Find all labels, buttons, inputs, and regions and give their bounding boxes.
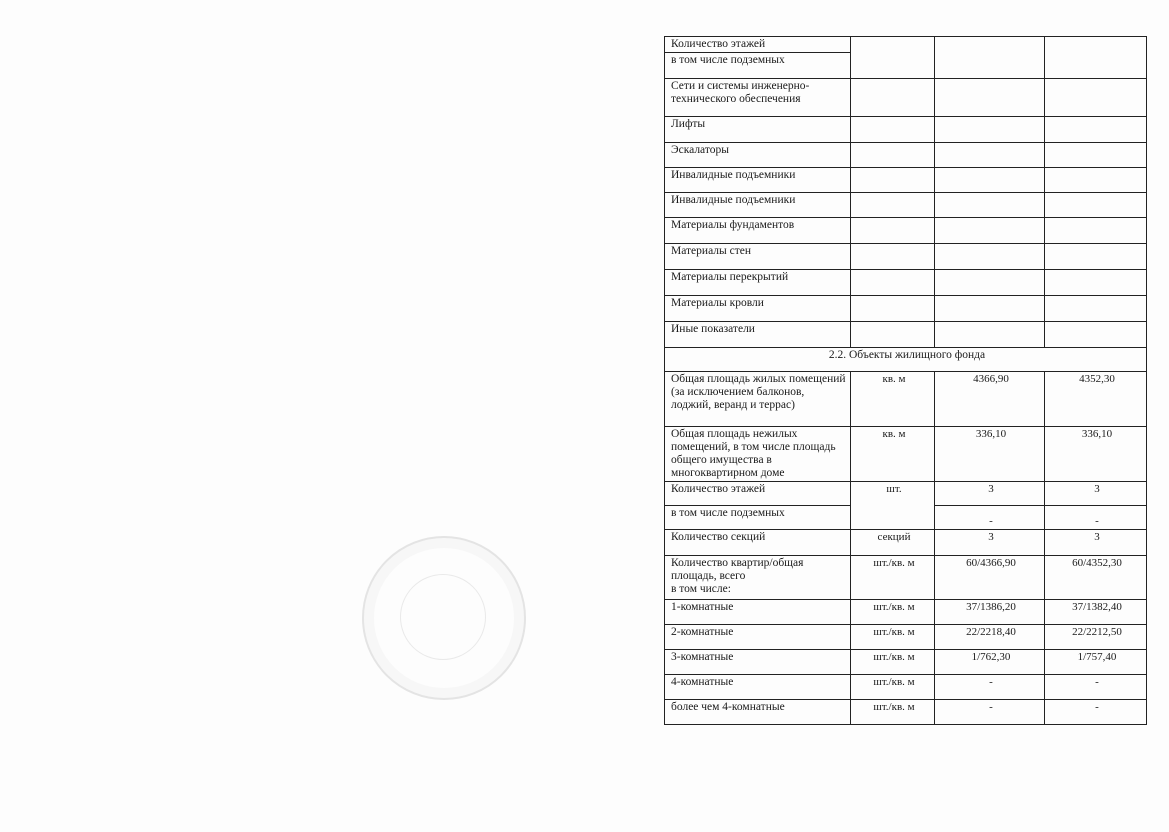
row-label-sections: Количество секций: [665, 530, 851, 556]
table-row: [665, 168, 1147, 193]
row-label-floor-slab-materials: Материалы перекрытий: [665, 270, 851, 296]
actual-value: 3: [1045, 530, 1147, 556]
row-label-4-room: 4-комнатные: [665, 675, 851, 700]
unit-cell: [851, 37, 935, 79]
actual-value: 60/4352,30: [1045, 556, 1147, 600]
unit-cell: шт./кв. м: [851, 625, 935, 650]
table-row: [665, 700, 1147, 725]
actual-value: 336,10: [1045, 427, 1147, 482]
row-label-underground-floors: в том числе подземных: [665, 506, 851, 530]
actual-value: 3: [1045, 482, 1147, 506]
planned-value: 60/4366,90: [935, 556, 1045, 600]
row-label-disabled-lifts: Инвалидные подъемники: [665, 168, 851, 193]
actual-value: -: [1045, 700, 1147, 725]
table-row: [665, 37, 1147, 53]
row-label-3-room: 3-комнатные: [665, 650, 851, 675]
row-label-nonliving-area: Общая площадь нежилых помещений, в том числе площадь общего имущества в многоквартирном доме: [665, 427, 851, 482]
table-row: [665, 650, 1147, 675]
row-label-foundation-materials: Материалы фундаментов: [665, 218, 851, 244]
actual-value: 4352,30: [1045, 372, 1147, 427]
unit-cell: кв. м: [851, 427, 935, 482]
planned-value: 3: [935, 530, 1045, 556]
unit-cell: шт.: [851, 482, 935, 530]
actual-value: -: [1045, 506, 1147, 530]
row-label-engineering-networks: Сети и системы инженерно-технического обеспечения: [665, 79, 851, 117]
row-label-underground: в том числе подземных: [665, 53, 851, 79]
building-parameters-table: [664, 36, 1147, 725]
row-label-elevators: Лифты: [665, 117, 851, 143]
table-row: [665, 482, 1147, 506]
planned-value: 3: [935, 482, 1045, 506]
planned-cell: [935, 37, 1045, 79]
row-label-wall-materials: Материалы стен: [665, 244, 851, 270]
row-label-floors: Количество этажей: [665, 37, 851, 53]
table-row: [665, 79, 1147, 117]
table-row: [665, 143, 1147, 168]
planned-value: 22/2218,40: [935, 625, 1045, 650]
unit-cell: шт./кв. м: [851, 675, 935, 700]
table-row: [665, 372, 1147, 427]
actual-value: 1/757,40: [1045, 650, 1147, 675]
table-row: [665, 296, 1147, 322]
actual-value: -: [1045, 675, 1147, 700]
table-row: [665, 270, 1147, 296]
actual-value: 22/2212,50: [1045, 625, 1147, 650]
faded-stamp-image: [362, 536, 526, 700]
table-row: [665, 117, 1147, 143]
row-label-floor-count: Количество этажей: [665, 482, 851, 506]
table-row: [665, 625, 1147, 650]
planned-value: 37/1386,20: [935, 600, 1045, 625]
row-label-roof-materials: Материалы кровли: [665, 296, 851, 322]
table-row: [665, 322, 1147, 348]
row-label-other-indicators: Иные показатели: [665, 322, 851, 348]
planned-value: 4366,90: [935, 372, 1045, 427]
planned-value: -: [935, 700, 1045, 725]
unit-cell: кв. м: [851, 372, 935, 427]
row-label-living-area: Общая площадь жилых помещений (за исключением балконов, лоджий, веранд и террас): [665, 372, 851, 427]
unit-cell: шт./кв. м: [851, 556, 935, 600]
table-row: [665, 427, 1147, 482]
planned-value: -: [935, 675, 1045, 700]
table-row: [665, 556, 1147, 600]
row-label-2-room: 2-комнатные: [665, 625, 851, 650]
row-label-apartments-total: Количество квартир/общая площадь, всего в том числе:: [665, 556, 851, 600]
row-label-escalators: Эскалаторы: [665, 143, 851, 168]
planned-value: 1/762,30: [935, 650, 1045, 675]
table-row: [665, 218, 1147, 244]
actual-cell: [1045, 37, 1147, 79]
unit-cell: шт./кв. м: [851, 700, 935, 725]
unit-cell: секций: [851, 530, 935, 556]
unit-cell: шт./кв. м: [851, 650, 935, 675]
planned-value: 336,10: [935, 427, 1045, 482]
table-row: [665, 348, 1147, 372]
table-row: [665, 530, 1147, 556]
table-row: [665, 244, 1147, 270]
actual-value: 37/1382,40: [1045, 600, 1147, 625]
row-label-disabled-lifts: Инвалидные подъемники: [665, 193, 851, 218]
table-row: [665, 600, 1147, 625]
table-row: [665, 193, 1147, 218]
planned-value: -: [935, 506, 1045, 530]
row-label-more-than-4-room: более чем 4-комнатные: [665, 700, 851, 725]
table-row: [665, 675, 1147, 700]
section-title: 2.2. Объекты жилищного фонда: [665, 348, 1147, 372]
row-label-1-room: 1-комнатные: [665, 600, 851, 625]
unit-cell: шт./кв. м: [851, 600, 935, 625]
